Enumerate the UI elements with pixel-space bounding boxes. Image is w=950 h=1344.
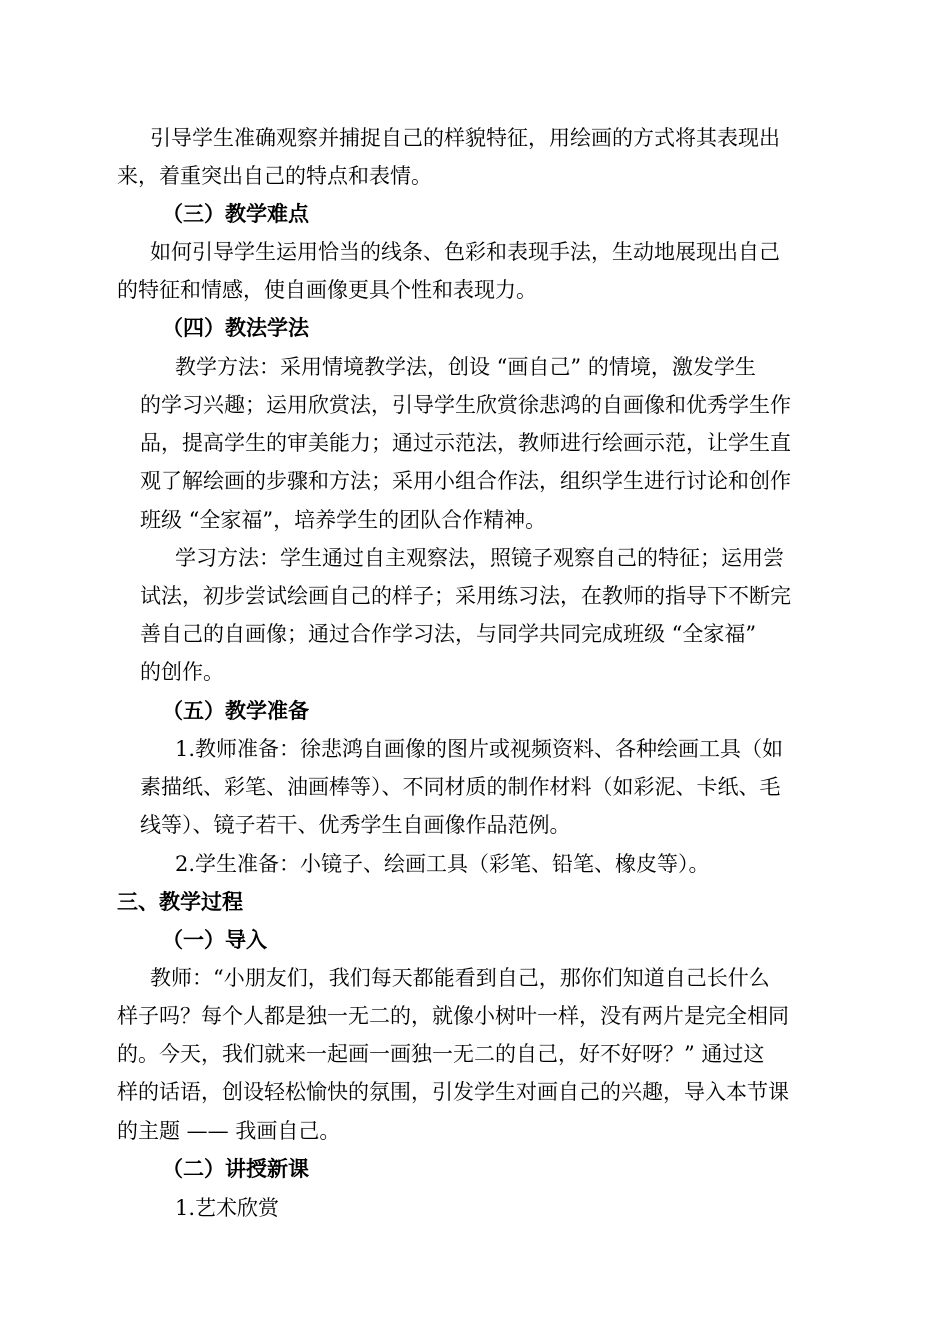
difficulty-heading: （三）教学难点 — [162, 201, 309, 226]
teaching-methods-line-2: 的学习兴趣；运用欣赏法，引导学生欣赏徐悲鸿的自画像和优秀学生作 — [140, 393, 791, 417]
teaching-methods-line-3: 品，提高学生的审美能力；通过示范法，教师进行绘画示范，让学生直 — [140, 431, 791, 455]
prep-heading: （五）教学准备 — [162, 698, 309, 723]
intro-text-line-3: 的。今天，我们就来一起画一画独一无二的自己，好不好呀？” 通过这 — [117, 1042, 765, 1066]
new-lesson-heading: （二）讲授新课 — [162, 1156, 309, 1181]
teacher-prep-line-1: 1.教师准备：徐悲鸿自画像的图片或视频资料、各种绘画工具（如 — [175, 737, 784, 761]
section3-heading: 三、教学过程 — [117, 889, 243, 914]
learning-methods-line-4: 的创作。 — [140, 660, 224, 684]
intro-text-line-5: 的主题 —— 我画自己。 — [117, 1119, 341, 1143]
student-prep-line: 2.学生准备：小镜子、绘画工具（彩笔、铅笔、橡皮等）。 — [175, 852, 710, 876]
intro-text-line-4: 样的话语，创设轻松愉快的氛围，引发学生对画自己的兴趣，导入本节课 — [117, 1080, 789, 1104]
focus-text-line-2: 来，着重突出自己的特点和表情。 — [117, 164, 432, 188]
learning-methods-line-1: 学习方法：学生通过自主观察法，照镜子观察自己的特征；运用尝 — [175, 546, 784, 570]
teaching-methods-line-4: 观了解绘画的步骤和方法；采用小组合作法，组织学生进行讨论和创作 — [140, 469, 791, 493]
teaching-methods-line-5: 班级 “全家福”，培养学生的团队合作精神。 — [140, 508, 547, 532]
teaching-methods-line-1: 教学方法：采用情境教学法，创设 “画自己” 的情境，激发学生 — [175, 355, 756, 379]
difficulty-text-line-2: 的特征和情感，使自画像更具个性和表现力。 — [117, 278, 537, 302]
difficulty-text-line-1: 如何引导学生运用恰当的线条、色彩和表现手法，生动地展现出自己 — [150, 240, 780, 264]
intro-text-line-2: 样子吗？每个人都是独一无二的，就像小树叶一样，没有两片是完全相同 — [117, 1004, 789, 1028]
methods-heading: （四）教法学法 — [162, 315, 309, 340]
intro-text-line-1: 教师：“小朋友们，我们每天都能看到自己，那你们知道自己长什么 — [150, 966, 770, 990]
teacher-prep-line-3: 线等）、镜子若干、优秀学生自画像作品范例。 — [140, 813, 571, 837]
learning-methods-line-3: 善自己的自画像；通过合作学习法，与同学共同完成班级 “全家福” — [140, 622, 757, 646]
teacher-prep-line-2: 素描纸、彩笔、油画棒等）、不同材质的制作材料（如彩泥、卡纸、毛 — [140, 775, 781, 799]
learning-methods-line-2: 试法，初步尝试绘画自己的样子；采用练习法，在教师的指导下不断完 — [140, 584, 791, 608]
focus-text-line-1: 引导学生准确观察并捕捉自己的样貌特征，用绘画的方式将其表现出 — [150, 126, 780, 150]
art-appreciation-item: 1.艺术欣赏 — [175, 1196, 280, 1220]
intro-heading: （一）导入 — [162, 927, 267, 952]
